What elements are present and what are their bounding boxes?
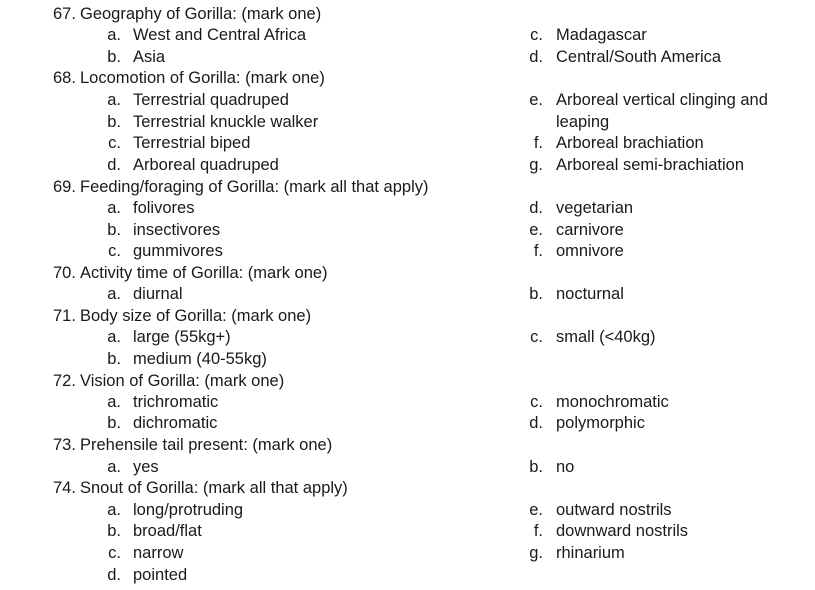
option-letter: g. [529,544,543,562]
option-letter: b. [107,414,121,432]
option-text: large (55kg+) [133,328,231,346]
option-text: Arboreal vertical clinging and [556,91,768,109]
question-68-text: Locomotion of Gorilla: (mark one) [80,69,325,87]
question-69-text: Feeding/foraging of Gorilla: (mark all that apply) [80,178,429,196]
option-text: insectivores [133,221,221,239]
option-text: Terrestrial knuckle walker [133,113,319,131]
option-letter: a. [107,328,121,346]
option-letter: b. [107,350,121,368]
question-73-text: Prehensile tail present: (mark one) [80,436,333,454]
option-letter: f. [533,242,543,260]
question-67-text: Geography of Gorilla: (mark one) [80,5,322,23]
option-letter: a. [107,458,121,476]
question-70-number: 70. [53,264,76,282]
option-letter: c. [530,26,543,44]
option-text: narrow [133,544,184,562]
option-text: Madagascar [556,26,647,44]
option-letter: b. [107,522,121,540]
option-letter: a. [107,91,121,109]
option-letter: b. [107,113,121,131]
option-text: West and Central Africa [133,26,307,44]
option-text: Arboreal quadruped [133,156,279,174]
option-text: long/protruding [133,501,244,519]
option-letter: d. [107,566,121,584]
option-letter: c. [530,328,543,346]
option-text: Central/South America [556,48,722,66]
option-text-continued: leaping [556,113,610,131]
option-letter: d. [529,414,543,432]
option-text: pointed [133,566,188,584]
option-text: trichromatic [133,393,219,411]
option-letter: c. [530,393,543,411]
option-text: diurnal [133,285,183,303]
option-letter: e. [529,501,543,519]
question-74-number: 74. [53,479,76,497]
option-text: broad/flat [133,522,202,540]
option-letter: b. [107,48,121,66]
option-text: omnivore [556,242,624,260]
option-letter: d. [529,199,543,217]
option-text: yes [133,458,159,476]
option-letter: c. [108,242,121,260]
option-text: Arboreal brachiation [556,134,704,152]
question-73-number: 73. [53,436,76,454]
question-68-number: 68. [53,69,76,87]
question-74-text: Snout of Gorilla: (mark all that apply) [80,479,348,497]
option-text: nocturnal [556,285,624,303]
option-text: vegetarian [556,199,634,217]
option-text: gummivores [133,242,223,260]
question-71-number: 71. [53,307,76,325]
option-letter: b. [529,458,543,476]
option-text: Terrestrial quadruped [133,91,289,109]
option-letter: e. [529,221,543,239]
option-letter: f. [533,522,543,540]
option-text: Asia [133,48,166,66]
option-letter: a. [107,501,121,519]
option-text: no [556,458,575,476]
question-72-text: Vision of Gorilla: (mark one) [80,372,285,390]
option-letter: c. [108,134,121,152]
option-letter: c. [108,544,121,562]
option-letter: d. [529,48,543,66]
option-text: rhinarium [556,544,625,562]
question-69-number: 69. [53,178,76,196]
option-letter: b. [529,285,543,303]
question-71-text: Body size of Gorilla: (mark one) [80,307,312,325]
question-72-number: 72. [53,372,76,390]
option-letter: a. [107,285,121,303]
option-text: folivores [133,199,195,217]
option-letter: d. [107,156,121,174]
option-letter: e. [529,91,543,109]
question-70-text: Activity time of Gorilla: (mark one) [80,264,328,282]
option-text: monochromatic [556,393,669,411]
option-letter: g. [529,156,543,174]
option-text: downward nostrils [556,522,689,540]
option-letter: a. [107,199,121,217]
option-text: medium (40-55kg) [133,350,267,368]
option-letter: f. [533,134,543,152]
option-text: small (<40kg) [556,328,656,346]
option-letter: a. [107,26,121,44]
option-text: dichromatic [133,414,218,432]
option-letter: b. [107,221,121,239]
option-text: carnivore [556,221,624,239]
option-text: outward nostrils [556,501,672,519]
option-text: Arboreal semi-brachiation [556,156,745,174]
option-text: Terrestrial biped [133,134,251,152]
option-letter: a. [107,393,121,411]
question-67-number: 67. [53,5,76,23]
option-text: polymorphic [556,414,645,432]
